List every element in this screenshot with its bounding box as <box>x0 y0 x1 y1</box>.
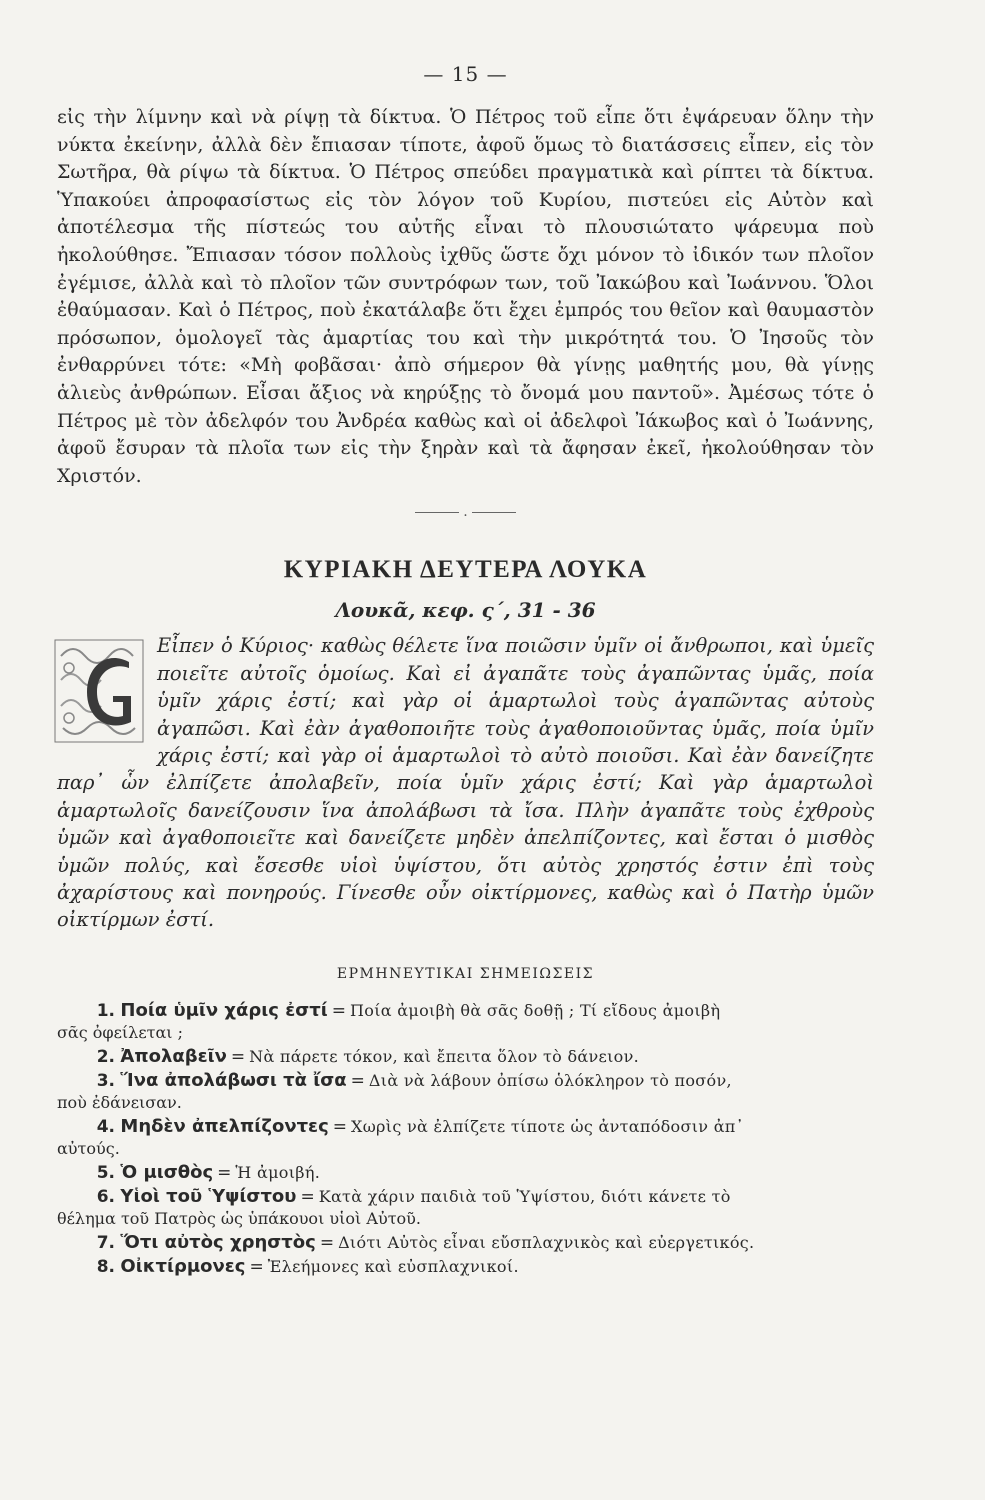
divider-rule-right <box>472 512 516 513</box>
equals-sign: = <box>230 1046 246 1067</box>
note-definition: Κατὰ χάριν παιδιὰ τοῦ Ὑψίστου, διότι κάνετε τὸ <box>318 1186 731 1206</box>
note-term: Ἀπολαβεῖν <box>120 1045 227 1067</box>
note-item <box>57 1000 874 1044</box>
equals-sign: = <box>319 1232 335 1253</box>
equals-sign: = <box>331 1000 347 1021</box>
note-term: Ἵνα ἀπολάβωσι τὰ ἴσα <box>120 1069 347 1091</box>
note-definition: Διὰ νὰ λάβουν ὀπίσω ὁλόκληρον τὸ ποσόν, <box>368 1070 732 1090</box>
note-number: 4. <box>96 1116 115 1137</box>
note-continuation: αὐτούς. <box>57 1138 120 1158</box>
note-number: 8. <box>96 1256 115 1277</box>
section-divider <box>57 504 874 520</box>
note-continuation: ποὺ ἐδάνεισαν. <box>57 1092 182 1112</box>
note-definition: Διότι Αὐτὸς εἶναι εὔσπλαχνικὸς καὶ εὐεργετικός. <box>338 1232 755 1252</box>
page-number: — 15 — <box>423 62 508 86</box>
note-item <box>57 1256 874 1278</box>
equals-sign: = <box>217 1162 232 1183</box>
note-continuation: θέλημα τοῦ Πατρὸς ὡς ὑπάκουοι υἱοὶ Αὐτοῦ. <box>57 1208 421 1228</box>
note-continuation: σᾶς ὀφείλεται ; <box>57 1022 184 1042</box>
note-number: 5. <box>96 1162 115 1183</box>
note-term: Μηδὲν ἀπελπίζοντες <box>120 1115 329 1137</box>
intro-paragraph: εἰς τὴν λίμνην καὶ νὰ ρίψῃ τὰ δίκτυα. Ὁ Πέτρος τοῦ εἶπε ὅτι ἐψάρευαν ὅλην τὴν νύκτα ἐκείνην, ἀλλὰ δὲν ἔπιασαν τίποτε, ἀφοῦ ὅμως τὸ διατάσσεις εἶπεν, εἰς τὸν Σωτῆρα, θὰ ρίψω τὰ δίκτυα. Ὁ Πέτρος σπεύδει πραγματικὰ καὶ ρίπτει τὰ δίκτυα. Ὑπακούει ἀπροφασίστως εἰς τὸν λόγον τοῦ Κυρίου, πιστεύει εἰς Αὐτὸν καὶ ἀποτέλεσμα τῆς πίστεώς του αὐτῆς εἶναι τὸ πλουσιώτατο ψάρευμα ποὺ ἠκολούθησε. Ἔπιασαν τόσον πολλοὺς ἰχθῦς ὥστε ὄχι μόνον τὸ ἰδικόν των πλοῖον ἐγέμισε, ἀλλὰ καὶ τὸ πλοῖον τῶν συντρόφων των, τοῦ Ἰακώβου καὶ Ἰωάννου. Ὅλοι ἐθαύμασαν. Καὶ ὁ Πέτρος, ποὺ ἐκατάλαβε ὅτι ἔχει ἐμπρός του θεῖον καὶ θαυμαστὸν πρόσωπον, ὁμολογεῖ τὰς ἁμαρτίας του καὶ τὴν μικρότητά του. Ὁ Ἰησοῦς τὸν ἐνθαρρύνει τότε: «Μὴ φοβᾶσαι· ἀπὸ σήμερον θὰ γίνῃς μαθητής μου, θὰ γίνῃς ἁλιεὺς ἀνθρώπων. Εἶσαι ἄξιος νὰ κηρύξῃς τὸ ὄνομά μου παντοῦ». Ἀμέσως τότε ὁ Πέτρος μὲ τὸν ἀδελφόν του Ἀνδρέα καθὼς καὶ οἱ ἀδελφοὶ Ἰάκωβος καὶ ὁ Ἰωάννης, ἀφοῦ ἔσυραν τὰ πλοῖα των εἰς τὴν ξηρὰν καὶ τὰ ἄφησαν ἐκεῖ, ἠκολούθησαν τὸν Χριστόν. <box>57 106 874 487</box>
notes-list <box>57 1000 874 1278</box>
note-item <box>57 1070 874 1114</box>
equals-sign: = <box>249 1256 264 1277</box>
note-item <box>57 1116 874 1160</box>
equals-sign: = <box>332 1116 348 1137</box>
note-definition: Χωρὶς νὰ ἐλπίζετε τίποτε ὡς ἀνταπόδοσιν ἀπ᾽ <box>351 1116 744 1136</box>
note-definition: Ἡ ἀμοιβή. <box>235 1162 321 1182</box>
note-definition: Ποία ἀμοιβὴ θὰ σᾶς δοθῇ ; Τί εἴδους ἀμοιβὴ <box>350 1000 721 1020</box>
note-number: 7. <box>96 1232 115 1253</box>
section-title: ΚΥΡΙΑΚΗ ΔΕΥΤΕΡΑ ΛΟΥΚΑ <box>283 556 648 584</box>
equals-sign: = <box>300 1186 315 1207</box>
notes-title: ΕΡΜΗΝΕΥΤΙΚΑΙ ΣΗΜΕΙΩΣΕΙΣ <box>336 965 595 982</box>
equals-sign: = <box>350 1070 365 1091</box>
page <box>57 62 874 1280</box>
note-item <box>57 1046 874 1068</box>
scripture-reference: Λουκᾶ, κεφ. ς΄, 31 - 36 <box>335 598 596 623</box>
note-term: Ποία ὑμῖν χάρις ἐστί <box>120 999 328 1021</box>
note-number: 3. <box>96 1070 115 1091</box>
note-number: 1. <box>96 1000 115 1021</box>
gospel-block <box>57 632 874 933</box>
note-number: 2. <box>96 1046 115 1067</box>
note-term: Υἱοὶ τοῦ Ὑψίστου <box>120 1185 297 1207</box>
note-term: Ὁ μισθὸς <box>120 1161 214 1183</box>
note-item <box>57 1186 874 1230</box>
gospel-text: Εἶπεν ὁ Κύριος· καθὼς θέλετε ἵνα ποιῶσιν ὑμῖν οἱ ἄνθρωποι, καὶ ὑμεῖς ποιεῖτε αὐτοῖς ὁμοίως. Καὶ εἰ ἀγαπᾶτε τοὺς ἀγαπῶντας ὑμᾶς, ποία ὑμῖν χάρις ἐστί; καὶ γὰρ οἱ ἁμαρτωλοὶ τοὺς ἀγαπῶντας αὐτοὺς ἀγαπῶσι. Καὶ ἐὰν ἀγαθοποιῆτε τοὺς ἀγαθοποιοῦντας ὑμᾶς, ποία ὑμῖν χάρις ἐστί; καὶ γὰρ οἱ ἁμαρτωλοὶ τὸ αὐτὸ ποιοῦσι. Καὶ ἐὰν δανείζητε παρ᾽ ὧν ἐλπίζετε ἀπολαβεῖν, ποία ὑμῖν χάρις ἐστί; Καὶ γὰρ ἁμαρτωλοὶ ἁμαρτωλοῖς δανείζουσιν ἵνα ἀπολάβωσι τὰ ἴσα. Πλὴν ἀγαπᾶτε τοὺς ἐχθροὺς ὑμῶν καὶ ἀγαθοποιεῖτε καὶ δανείζετε μηδὲν ἀπελπίζοντες, καὶ ἔσται ὁ μισθὸς ὑμῶν πολύς, καὶ ἔσεσθε υἱοὶ ὑψίστου, ὅτι αὐτὸς χρηστός ἐστιν ἐπὶ τοὺς ἀχαρίστους καὶ πονηρούς. Γίνεσθε οὖν οἰκτίρμονες, καθὼς καὶ ὁ Πατὴρ ὑμῶν οἰκτίρμων ἐστί. <box>57 634 874 932</box>
note-term: Οἰκτίρμονες <box>120 1255 246 1277</box>
note-definition: Ἐλεήμονες καὶ εὐσπλαχνικοί. <box>267 1256 519 1276</box>
note-term: Ὅτι αὐτὸς χρηστὸς <box>120 1231 316 1253</box>
note-definition: Νὰ πάρετε τόκον, καὶ ἔπειτα ὅλον τὸ δάνειον. <box>249 1046 640 1066</box>
note-item <box>57 1162 874 1184</box>
ornamental-dropcap-icon <box>51 636 147 746</box>
divider-rule-left <box>415 512 459 513</box>
note-item <box>57 1232 874 1254</box>
divider-dot: . <box>463 504 468 521</box>
note-number: 6. <box>96 1186 115 1207</box>
